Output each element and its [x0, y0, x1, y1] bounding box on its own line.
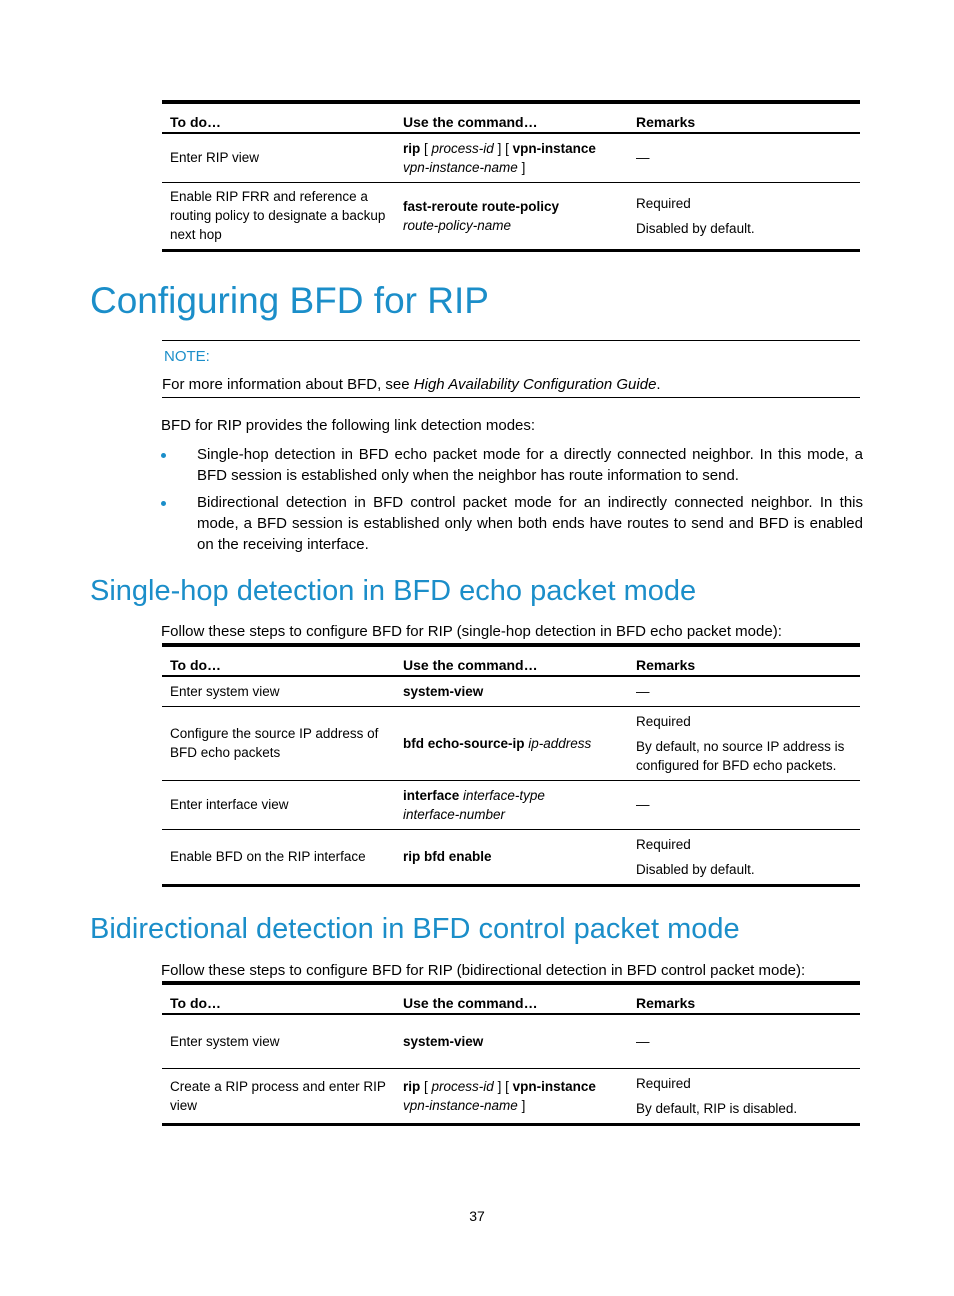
remark-line: Required	[636, 836, 691, 852]
note-box	[162, 340, 860, 398]
table-row	[162, 829, 860, 885]
remark-line: —	[636, 1033, 650, 1049]
command-cell: rip bfd enable	[395, 829, 628, 885]
note-text: For more information about BFD, see High Availability Configuration Guide.	[162, 376, 661, 393]
bidirectional-lead: Follow these steps to configure BFD for RIP (bidirectional detection in BFD control packet mode):	[161, 962, 806, 979]
todo-cell: Enter interface view	[162, 780, 395, 829]
col-header-command: Use the command…	[395, 645, 628, 676]
command-cell: system-view	[395, 1014, 628, 1068]
table-row	[162, 182, 860, 250]
page-number: 37	[469, 1208, 485, 1224]
remark-line: —	[636, 150, 650, 166]
todo-cell: Configure the source IP address of BFD echo packets	[162, 706, 395, 780]
single-hop-lead: Follow these steps to configure BFD for RIP (single-hop detection in BFD echo packet mode):	[161, 623, 782, 640]
rip-frr-table	[162, 100, 860, 252]
intro-paragraph: BFD for RIP provides the following link detection modes:	[161, 417, 536, 434]
col-header-remarks: Remarks	[628, 102, 860, 133]
command-cell: rip [ process-id ] [ vpn-instance vpn-instance-name ]	[395, 1068, 628, 1124]
single-hop-table	[162, 643, 860, 887]
page-title: Configuring BFD for RIP	[90, 280, 489, 321]
col-header-todo: To do…	[162, 102, 395, 133]
remarks-cell	[628, 706, 860, 780]
detection-mode-list	[161, 444, 863, 561]
table-row	[162, 676, 860, 706]
remark-line: —	[636, 683, 650, 699]
bullet-icon	[161, 501, 166, 506]
remarks-cell	[628, 780, 860, 829]
todo-cell: Create a RIP process and enter RIP view	[162, 1068, 395, 1124]
todo-cell: Enter RIP view	[162, 133, 395, 182]
remark-line: By default, RIP is disabled.	[636, 1100, 798, 1116]
remark-line: Required	[636, 713, 691, 729]
remarks-cell	[628, 676, 860, 706]
bullet-icon	[161, 453, 166, 458]
bidirectional-table	[162, 981, 860, 1126]
command-cell: interface interface-type interface-number	[395, 780, 628, 829]
col-header-todo: To do…	[162, 645, 395, 676]
note-label: NOTE:	[164, 348, 210, 365]
todo-cell: Enter system view	[162, 1014, 395, 1068]
remarks-cell	[628, 182, 860, 250]
remark-line: Disabled by default.	[636, 861, 755, 877]
command-cell: rip [ process-id ] [ vpn-instance vpn-instance-name ]	[395, 133, 628, 182]
todo-cell: Enable RIP FRR and reference a routing policy to designate a backup next hop	[162, 182, 395, 250]
todo-cell: Enable BFD on the RIP interface	[162, 829, 395, 885]
table-row	[162, 1068, 860, 1124]
remark-line: Required	[636, 195, 691, 211]
table-row	[162, 706, 860, 780]
todo-cell: Enter system view	[162, 676, 395, 706]
table-row	[162, 1014, 860, 1068]
remark-line: Disabled by default.	[636, 220, 755, 236]
col-header-remarks: Remarks	[628, 645, 860, 676]
list-item: Bidirectional detection in BFD control packet mode for an indirectly connected neighbor. In this mode, a BFD session is established only when both ends have routes to send and BFD is enabled on the receiving interface.	[161, 492, 863, 555]
section-heading-bidirectional: Bidirectional detection in BFD control packet mode	[90, 913, 740, 945]
col-header-command: Use the command…	[395, 983, 628, 1014]
col-header-command: Use the command…	[395, 102, 628, 133]
remarks-cell	[628, 829, 860, 885]
guide-reference: High Availability Configuration Guide	[413, 376, 657, 393]
remark-line: Required	[636, 1075, 691, 1091]
section-heading-single-hop: Single-hop detection in BFD echo packet mode	[90, 575, 697, 607]
command-cell: fast-reroute route-policy route-policy-name	[395, 182, 628, 250]
command-cell: bfd echo-source-ip ip-address	[395, 706, 628, 780]
table-row	[162, 780, 860, 829]
col-header-todo: To do…	[162, 983, 395, 1014]
remarks-cell	[628, 133, 860, 182]
remarks-cell	[628, 1014, 860, 1068]
remarks-cell	[628, 1068, 860, 1124]
col-header-remarks: Remarks	[628, 983, 860, 1014]
table-row	[162, 133, 860, 182]
remark-line: —	[636, 797, 650, 812]
list-item: Single-hop detection in BFD echo packet mode for a directly connected neighbor. In this mode, a BFD session is established only when the neighbor has route information to send.	[161, 444, 863, 486]
remark-line: By default, no source IP address is configured for BFD echo packets.	[636, 738, 845, 773]
command-cell: system-view	[395, 676, 628, 706]
